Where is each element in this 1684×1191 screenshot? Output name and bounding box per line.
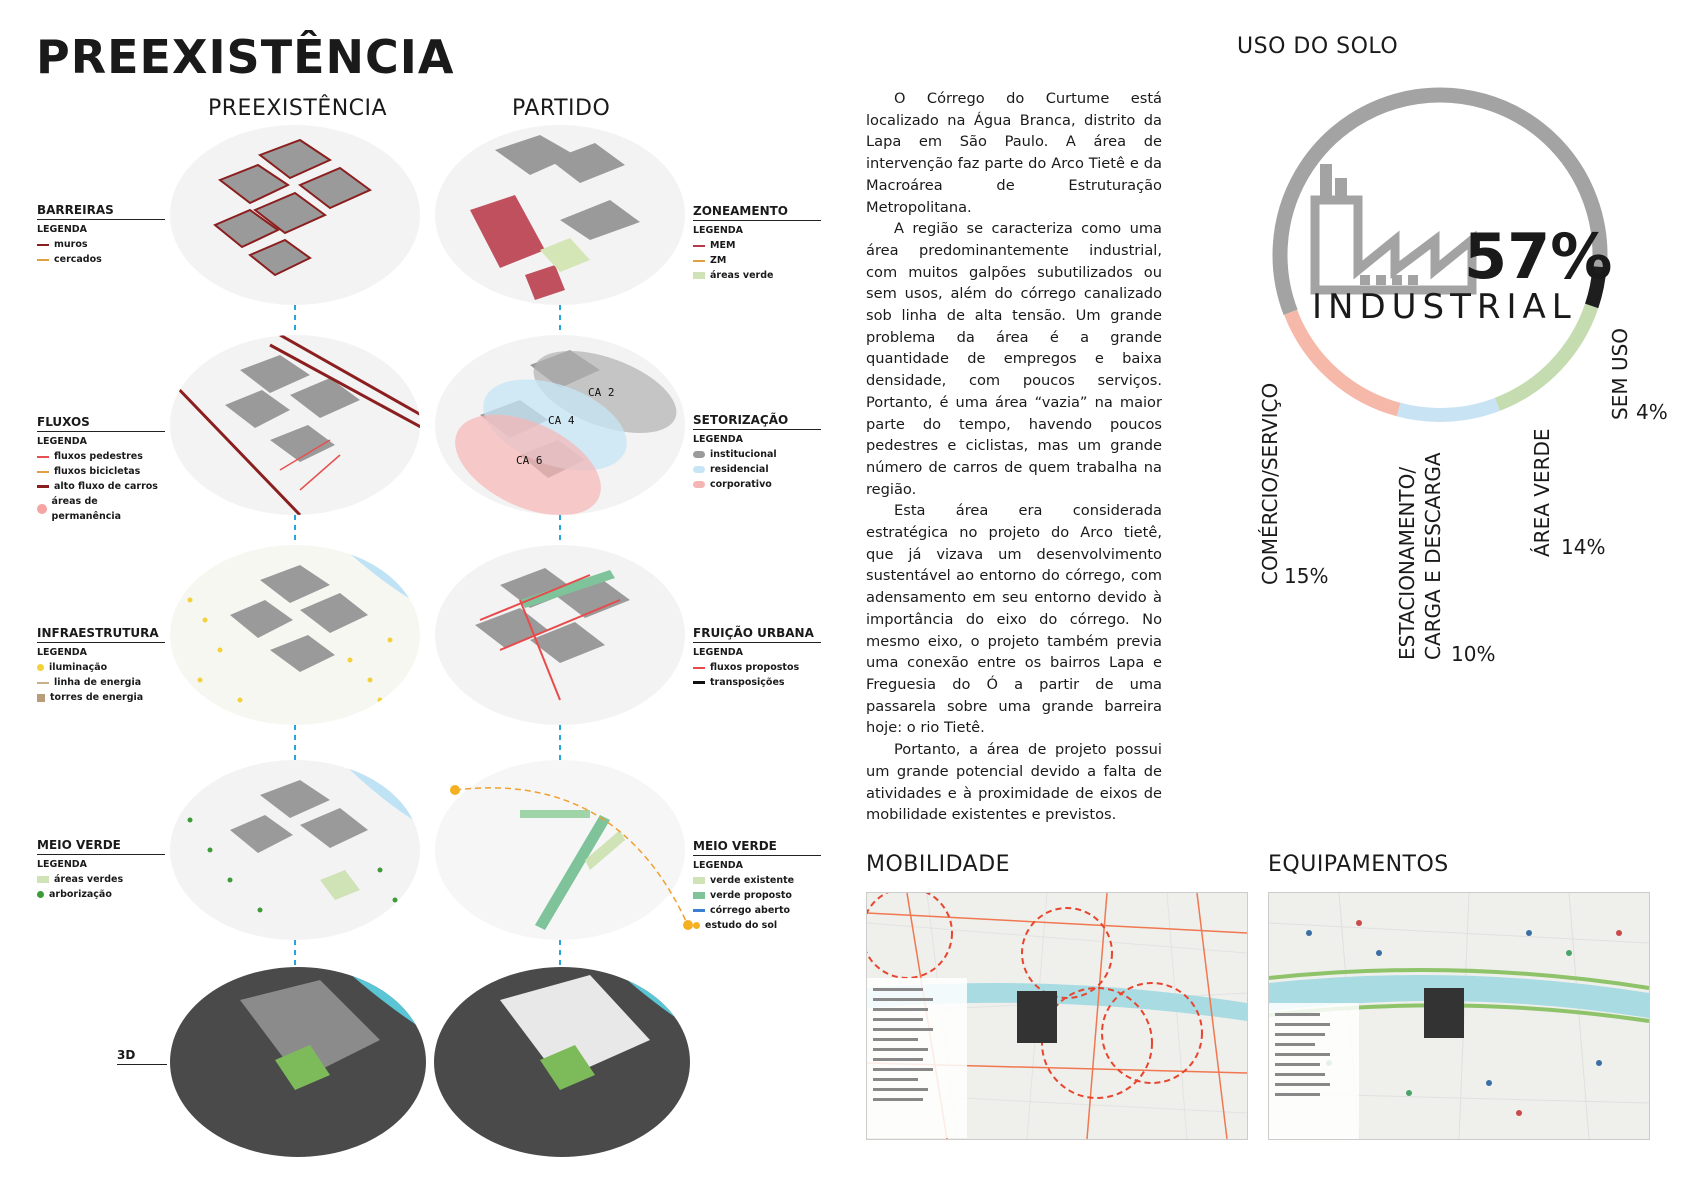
donut-slice-4 [1399,404,1498,415]
legend-fruicao [693,626,821,690]
legend-item: iluminação [49,662,108,673]
paragraph: A região se caracteriza como uma área predominantemente industrial, com muitos galpões subutilizados ou sem usos, além do córrego canalizado sob linha de alta tensão. Um grande problema da área é a grande quantidade de empregos e baixa densidade, com poucos serviços. Portanto, é uma área “vazia” na maior parte do tempo, havendo poucos pedestres e ciclistas, mas um grande número de carros de quem trabalha na região. [866,220,1162,498]
sector-label-ca4: CA 4 [548,414,575,427]
legend-item: torres de energia [50,692,144,703]
map-mobilidade [866,892,1248,1140]
legend-item: áreas verde [710,270,774,281]
legend-meio-verde-left [37,838,165,902]
legend-zoneamento [693,204,821,283]
legend-sub: LEGENDA [693,434,744,445]
legend-setorizacao [693,413,821,492]
legend-infraestrutura [37,626,165,705]
legend-sub: LEGENDA [693,647,744,658]
legend-item: MEM [710,240,736,251]
legend-title: FRUIÇÃO URBANA [693,626,821,643]
legend-item: alto fluxo de carros [54,481,158,492]
legend-barreiras [37,203,165,267]
page-title: PREEXISTÊNCIA [36,30,455,84]
section-equipamentos: EQUIPAMENTOS [1268,852,1449,877]
legend-item: fluxos pedestres [54,451,143,462]
sector-label-ca2: CA 2 [588,386,615,399]
section-mobilidade: MOBILIDADE [866,852,1011,877]
legend-item: fluxos bicicletas [54,466,141,477]
legend-item: cercados [54,254,102,265]
highlight-label: INDUSTRIAL [1312,287,1577,327]
legend-fluxos [37,415,165,524]
legend-item: córrego aberto [710,905,791,916]
legend-item: linha de energia [54,677,142,688]
diagram-graphics [0,0,800,1191]
legend-meio-verde-right [693,839,821,933]
paragraph: Portanto, a área de projeto possui um grande potencial devido a falta de atividades e à proximidade de eixos de mobilidade existentes e previstos. [866,741,1162,824]
map-barreiras [160,120,430,310]
legend-item: áreas de permanência [51,496,122,522]
pct-comercio: 15% [1284,564,1329,588]
label-area-verde: ÁREA VERDE [1530,428,1554,557]
legend-title: FLUXOS [37,415,165,432]
map-equipamentos [1268,892,1650,1140]
legend-item: transposições [710,677,785,688]
map-fluxos [160,330,430,520]
legend-3d [117,1048,167,1067]
legend-item: verde proposto [710,890,792,901]
legend-item: ZM [710,255,727,266]
paragraph: Esta área era considerada estratégica no projeto do Arco tietê, que já vizava um desenvolvimento sustentável ao entorno do córrego, com adensamento em seu entorno devido à importância do eixo do córrego. No mesmo eixo, o projeto também previa uma conexão entre os bairros Lapa e Freguesia do Ó a partir de uma passarela sobre uma grande barreira hoje: o rio Tietê. [866,502,1162,737]
legend-item: estudo do sol [705,920,778,931]
map-meio-verde-existente [160,760,430,950]
legend-title: 3D [117,1048,167,1065]
column-title-preexistencia: PREEXISTÊNCIA [208,96,388,121]
pct-area-verde: 14% [1561,535,1606,559]
chart-title: USO DO SOLO [1237,34,1399,59]
label-sem-uso: SEM USO [1608,327,1632,420]
legend-title: SETORIZAÇÃO [693,413,821,430]
legend-item: áreas verdes [54,874,124,885]
legend-title: INFRAESTRUTURA [37,626,165,643]
map-infraestrutura [160,545,430,735]
legend-sub: LEGENDA [37,859,88,870]
body-text [866,88,1162,826]
map-setorizacao [425,330,695,536]
sector-label-ca6: CA 6 [516,454,543,467]
column-title-partido: PARTIDO [512,96,611,121]
legend-sub: LEGENDA [37,224,88,235]
legend-item: verde existente [710,875,795,886]
map-fruicao [425,545,695,735]
legend-sub: LEGENDA [37,647,88,658]
legend-item: residencial [710,464,769,475]
label-estacionamento: ESTACIONAMENTO/ CARGA E DESCARGA [1395,452,1445,660]
pct-sem-uso: 4% [1636,400,1668,424]
legend-item: muros [54,239,88,250]
map-3d-left [160,965,440,1165]
legend-item: arborização [49,889,112,900]
legend-title: MEIO VERDE [693,839,821,856]
legend-item: institucional [710,449,777,460]
label-comercio: COMÉRCIO/SERVIÇO [1258,382,1282,585]
highlight-value: 57% [1464,220,1613,293]
legend-title: BARREIRAS [37,203,165,220]
legend-item: fluxos propostos [710,662,800,673]
legend-title: ZONEAMENTO [693,204,821,221]
legend-item: corporativo [710,479,772,490]
paragraph: O Córrego do Curtume está localizado na Água Branca, distrito da Lapa em São Paulo. A área de intervenção faz parte do Arco Tietê e da Macroárea de Estruturação Metropolitana. [866,90,1162,216]
legend-sub: LEGENDA [37,436,88,447]
legend-sub: LEGENDA [693,860,744,871]
pct-estacionamento: 10% [1451,642,1496,666]
legend-sub: LEGENDA [693,225,744,236]
map-3d-right [430,965,710,1165]
map-zoneamento [425,120,695,310]
legend-title: MEIO VERDE [37,838,165,855]
